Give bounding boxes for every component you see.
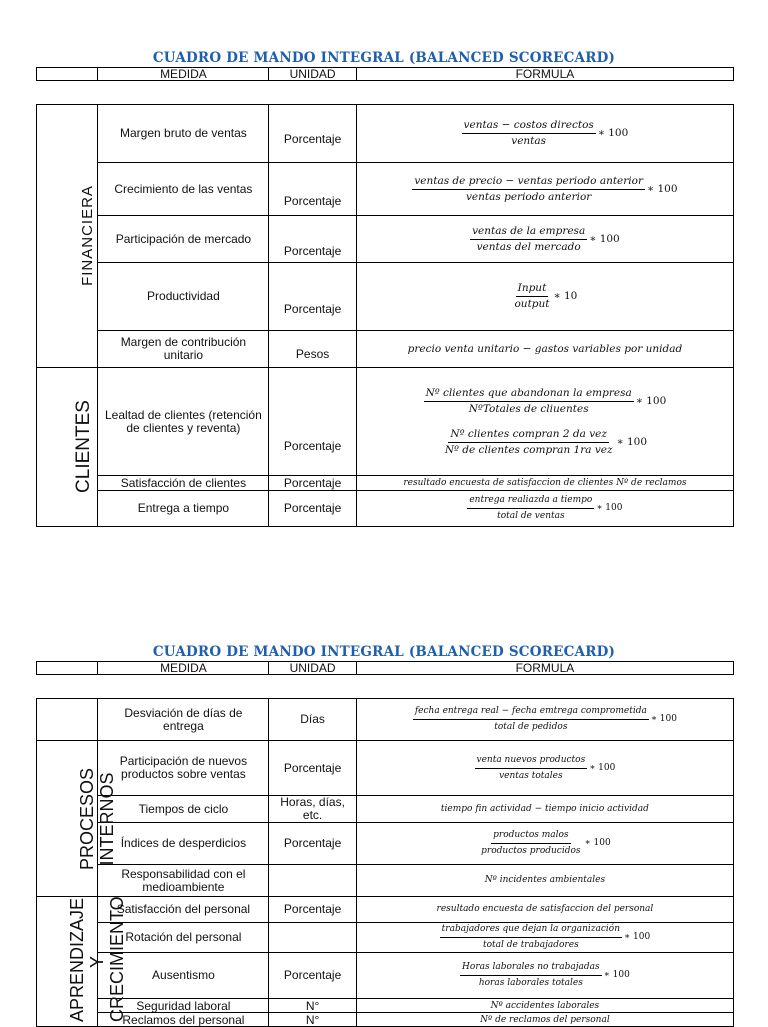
medida-cell: Satisfacción del personal bbox=[98, 897, 269, 923]
header-formula: FORMULA bbox=[356, 68, 733, 81]
table-row bbox=[37, 331, 734, 368]
medida-cell: Índices de desperdicios bbox=[98, 823, 269, 865]
formula-cell: Nº de reclamos del personal bbox=[356, 1013, 733, 1027]
unidad-cell: N° bbox=[269, 999, 357, 1013]
header-unidad: UNIDAD bbox=[269, 68, 357, 81]
unidad-cell: Porcentaje bbox=[269, 368, 357, 476]
table-row bbox=[37, 699, 734, 741]
medida-cell: Reclamos del personal bbox=[98, 1013, 269, 1027]
formula-cell: $\frac{\text{ventas de la empresa}}{\text{ventas del mercado}}$ ∗ 100 bbox=[356, 216, 733, 263]
table-row bbox=[37, 953, 734, 999]
medida-cell: Responsabilidad con el medioambiente bbox=[98, 865, 269, 897]
table-row bbox=[37, 865, 734, 897]
table-row bbox=[37, 476, 734, 491]
formula-cell: $\frac{\text{entrega realiazda a tiempo}}{\text{total de ventas}}$ ∗ 100 bbox=[356, 491, 733, 527]
unidad-cell: Porcentaje bbox=[269, 216, 357, 263]
formula-cell: tiempo fin actividad − tiempo inicio actividad bbox=[356, 796, 733, 823]
medida-cell: Entrega a tiempo bbox=[98, 491, 269, 527]
formula-cell: $\frac{\text{Nº clientes que abandonan la empresa}}{\text{NºTotales de cliuentes}}$ ∗ 100 $\frac{\text{Nº clientes compran 2 da vez}}{\text{Nº de clientes compran 1ra vez}}$ ∗ 100 bbox=[356, 368, 733, 476]
header-empty bbox=[37, 68, 98, 81]
table-row bbox=[37, 491, 734, 527]
unidad-cell bbox=[269, 923, 357, 953]
formula-cell: Nº accidentes laborales bbox=[356, 999, 733, 1013]
medida-cell: Margen bruto de ventas bbox=[98, 105, 269, 163]
category-procesos-internos: PROCESOS INTERNOS bbox=[37, 741, 98, 897]
header-table bbox=[36, 661, 734, 675]
unidad-cell: Porcentaje bbox=[269, 491, 357, 527]
table-row bbox=[37, 741, 734, 796]
header-medida: MEDIDA bbox=[98, 68, 269, 81]
medida-cell: Desviación de días de entrega bbox=[98, 699, 269, 741]
table-row bbox=[37, 216, 734, 263]
table-row bbox=[37, 163, 734, 216]
unidad-cell: Porcentaje bbox=[269, 163, 357, 216]
category-financiera: FINANCIERA bbox=[37, 105, 98, 368]
category-empty bbox=[37, 699, 98, 741]
medida-cell: Ausentismo bbox=[98, 953, 269, 999]
formula-cell: $\frac{\text{venta nuevos productos}}{\text{ventas totales}}$ ∗ 100 bbox=[356, 741, 733, 796]
formula-cell: $\frac{\text{ventas − costos directos}}{\text{ventas}}$ ∗ 100 bbox=[356, 105, 733, 163]
medida-cell: Margen de contribución unitario bbox=[98, 331, 269, 368]
formula-cell: $\frac{\text{ventas de precio − ventas periodo anterior}}{\text{ventas periodo anterior}}$ ∗ 100 bbox=[356, 163, 733, 216]
formula-cell: Nº incidentes ambientales bbox=[356, 865, 733, 897]
table-row bbox=[37, 368, 734, 476]
table-row bbox=[37, 105, 734, 163]
category-clientes: CLIENTES bbox=[37, 368, 98, 527]
unidad-cell: Pesos bbox=[269, 331, 357, 368]
medida-cell: Productividad bbox=[98, 263, 269, 331]
unidad-cell: Días bbox=[269, 699, 357, 741]
table-row bbox=[37, 897, 734, 923]
medida-cell: Lealtad de clientes (retención de clientes y reventa) bbox=[98, 368, 269, 476]
unidad-cell: Porcentaje bbox=[269, 476, 357, 491]
unidad-cell: Horas, días, etc. bbox=[269, 796, 357, 823]
unidad-cell: Porcentaje bbox=[269, 953, 357, 999]
formula-cell: precio venta unitario − gastos variables por unidad bbox=[356, 331, 733, 368]
header-empty bbox=[37, 662, 98, 675]
medida-cell: Participación de mercado bbox=[98, 216, 269, 263]
header-table bbox=[36, 67, 734, 81]
formula-cell: $\frac{\text{Input}}{\text{output}}$ ∗ 10 bbox=[356, 263, 733, 331]
category-aprendizaje: APRENDIZAJE Y CRECIMIENTO bbox=[37, 897, 98, 1027]
medida-cell: Satisfacción de clientes bbox=[98, 476, 269, 491]
unidad-cell bbox=[269, 865, 357, 897]
medida-cell: Rotación del personal bbox=[98, 923, 269, 953]
unidad-cell: Porcentaje bbox=[269, 823, 357, 865]
page-title: CUADRO DE MANDO INTEGRAL (BALANCED SCORECARD) bbox=[152, 644, 616, 660]
unidad-cell: Porcentaje bbox=[269, 105, 357, 163]
table-row bbox=[37, 1013, 734, 1027]
unidad-cell: N° bbox=[269, 1013, 357, 1027]
formula-cell: $\frac{\text{trabajadores que dejan la organización}}{\text{total de trabajadores}}$ ∗ 100 bbox=[356, 923, 733, 953]
header-medida: MEDIDA bbox=[98, 662, 269, 675]
formula-cell: $\frac{\text{fecha entrega real − fecha emtrega comprometida}}{\text{total de pedidos}}$ ∗ 100 bbox=[356, 699, 733, 741]
table-row bbox=[37, 796, 734, 823]
medida-cell: Crecimiento de las ventas bbox=[98, 163, 269, 216]
scorecard-table-2 bbox=[36, 698, 734, 1027]
page-title: CUADRO DE MANDO INTEGRAL (BALANCED SCORECARD) bbox=[152, 50, 616, 66]
formula-cell: $\frac{\text{productos malos}}{\text{productos producidos}}$ ∗ 100 bbox=[356, 823, 733, 865]
table-row bbox=[37, 923, 734, 953]
table-row bbox=[37, 999, 734, 1013]
formula-cell: resultado encuesta de satisfaccion de clientes Nº de reclamos bbox=[356, 476, 733, 491]
unidad-cell: Porcentaje bbox=[269, 263, 357, 331]
formula-cell: resultado encuesta de satisfaccion del personal bbox=[356, 897, 733, 923]
header-unidad: UNIDAD bbox=[269, 662, 357, 675]
header-formula: FORMULA bbox=[356, 662, 733, 675]
medida-cell: Participación de nuevos productos sobre ventas bbox=[98, 741, 269, 796]
table-row bbox=[37, 823, 734, 865]
unidad-cell: Porcentaje bbox=[269, 741, 357, 796]
formula-cell: $\frac{\text{Horas laborales no trabajadas}}{\text{horas laborales totales}}$ ∗ 100 bbox=[356, 953, 733, 999]
unidad-cell: Porcentaje bbox=[269, 897, 357, 923]
medida-cell: Seguridad laboral bbox=[98, 999, 269, 1013]
scorecard-table-1 bbox=[36, 104, 734, 527]
table-row bbox=[37, 263, 734, 331]
medida-cell: Tiempos de ciclo bbox=[98, 796, 269, 823]
